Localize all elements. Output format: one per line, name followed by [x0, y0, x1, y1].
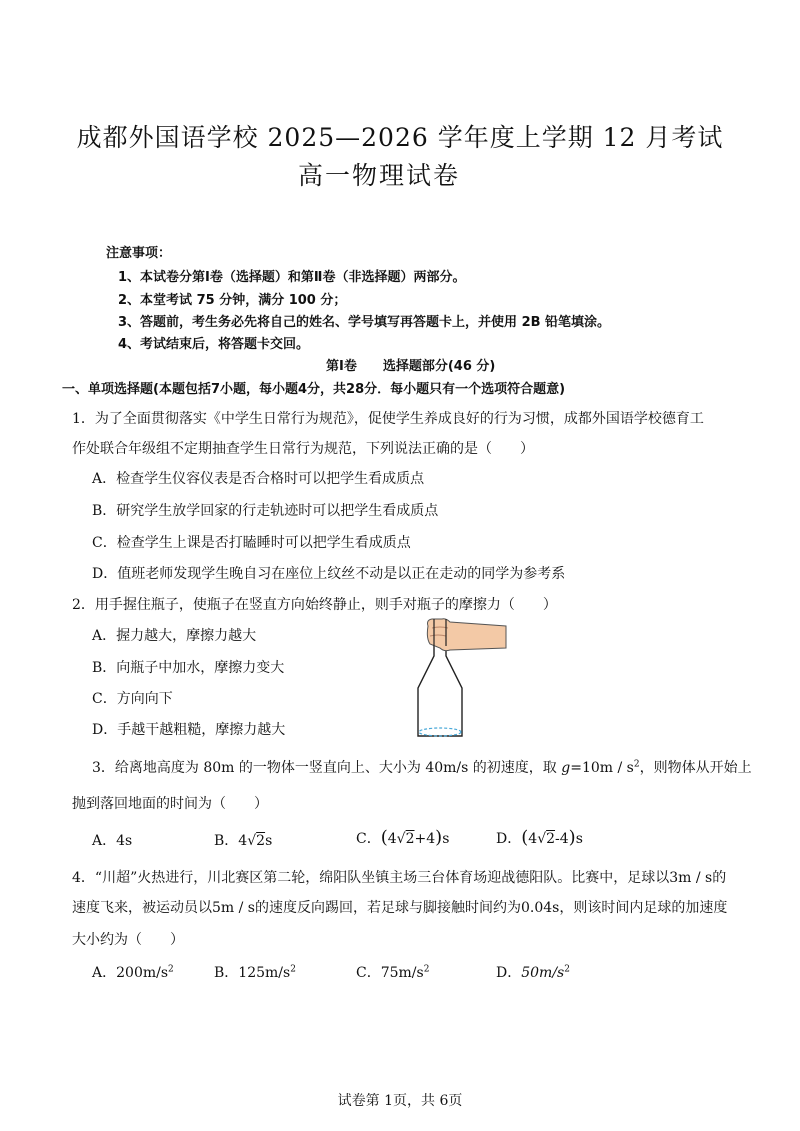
question-1-option-d: D．值班老师发现学生晚自习在座位上纹丝不动是以正在走动的同学为参考系 [92, 566, 566, 582]
question-4-option-b [214, 962, 296, 982]
q3-option-c-coef: 4 [387, 831, 397, 847]
q4-contact-time: 0.04s [520, 900, 560, 916]
notice-item: 3、答题前，考生务必先将自己的姓名、学号填写再答题卡上，并使用 2B 铅笔填涂。 [118, 315, 611, 330]
option-label: D． [496, 965, 522, 981]
q3-option-d-const: -4 [555, 831, 569, 847]
question-2-stem: 2．用手握住瓶子，使瓶子在竖直方向始终静止，则手对瓶子的摩擦力（ ） [72, 597, 557, 613]
exam-subtitle: 高一物理试卷 [298, 161, 461, 190]
question-2-option-d: D．手越干越粗糙，摩擦力越大 [92, 722, 286, 738]
question-3-line1 [92, 757, 752, 777]
q3-option-b-label: B． [214, 833, 239, 849]
question-3-line2: 抛到落回地面的时间为（ ） [72, 796, 268, 812]
question-3-option-a: A．4s [92, 833, 133, 849]
q4-text: ，则该时间内足球的加速度 [559, 900, 728, 916]
q3-option-b-coef: 4 [238, 833, 248, 849]
question-4-option-a [92, 962, 174, 982]
notice-item: 1、本试卷分第Ⅰ卷（选择题）和第Ⅱ卷（非选择题）两部分。 [118, 270, 466, 285]
option-value: 125m/s [238, 965, 291, 981]
water-surface [419, 728, 461, 736]
q3-option-b-radicand: 2 [256, 833, 266, 849]
question-4-option-d [496, 962, 570, 982]
section-title: 一、单项选择题(本题包括7小题，每小题4分，共28分．每小题只有一个选项符合题意) [62, 382, 566, 397]
q3-option-d-coef: 4 [528, 831, 538, 847]
q4-text: 的速度反向踢回，若足球与脚接触时间约为 [254, 900, 521, 916]
exam-title: 成都外国语学校 2025—2026 学年度上学期 12 月考试 [76, 123, 724, 152]
hand-holding-bottle-figure [410, 616, 520, 746]
q3-option-b-unit: s [265, 833, 273, 849]
option-exponent: 2 [290, 964, 296, 975]
option-value: 200m/s [116, 965, 169, 981]
question-2-option-b: B．向瓶子中加水，摩擦力变大 [92, 660, 285, 676]
q3-option-d-unit: s [575, 831, 583, 847]
option-label: B． [214, 965, 239, 981]
q3-stem-text-end: ，则物体从开始上 [639, 760, 752, 776]
part-title: 第Ⅰ卷 选择题部分(46 分) [326, 359, 496, 374]
option-value: 75m/s [380, 965, 424, 981]
option-exponent: 2 [168, 964, 174, 975]
notice-item: 4、考试结束后，将答题卡交回。 [118, 337, 310, 352]
q3-g-value: =10m / s [570, 760, 634, 776]
question-3-option-d: D．(4√2-4)s [496, 827, 583, 848]
q3-stem-text: 3．给离地高度为 80m 的一物体一竖直向上、大小为 40m/s 的初速度，取 [92, 760, 562, 776]
q3-g-exponent: 2 [633, 759, 640, 770]
q4-text: 的 [712, 870, 727, 886]
question-4-line1 [72, 867, 726, 887]
q3-option-c-radicand: 2 [405, 831, 415, 847]
question-1-option-b: B．研究学生放学回家的行走轨迹时可以把学生看成质点 [92, 503, 439, 519]
page-footer: 试卷第 1页，共 6页 [337, 1093, 463, 1109]
q4-text: 速度飞来，被运动员以 [72, 900, 212, 916]
q3-option-c-label: C． [356, 831, 381, 847]
notice-item: 2、本堂考试 75 分钟，满分 100 分； [118, 293, 347, 308]
hand [427, 619, 506, 651]
option-exponent: 2 [423, 964, 430, 975]
question-4-line3: 大小约为（ ） [72, 932, 184, 948]
q3-option-d-radicand: 2 [546, 831, 556, 847]
q4-initial-speed: 3m / s [669, 870, 713, 886]
q3-option-c-unit: s [442, 831, 450, 847]
option-label: C． [356, 965, 381, 981]
q3-option-c-const: +4 [414, 831, 436, 847]
question-1-option-c: C．检查学生上课是否打瞌睡时可以把学生看成质点 [92, 535, 411, 551]
question-4-line2 [72, 897, 727, 917]
question-4-option-c [356, 962, 429, 982]
question-2-option-a: A．握力越大，摩擦力越大 [92, 628, 257, 644]
q4-return-speed: 5m / s [212, 900, 255, 916]
q3-g-symbol: g [561, 760, 571, 776]
question-1-line1: 1．为了全面贯彻落实《中学生日常行为规范》，促使学生养成良好的行为习惯，成都外国语学校德育工 [72, 411, 704, 427]
question-1-line2: 作处联合年级组不定期抽查学生日常行为规范，下列说法正确的是（ ） [72, 441, 534, 457]
option-label: A． [92, 965, 117, 981]
question-3-option-b: B．4√2s [214, 833, 273, 849]
q4-text: 4．“川超”火热进行，川北赛区第二轮，绵阳队坐镇主场三台体育场迎战德阳队。比赛中，足球以 [72, 870, 670, 886]
notice-heading: 注意事项： [106, 246, 172, 261]
option-value: 50m/s [521, 965, 565, 981]
q3-option-d-label: D． [496, 831, 522, 847]
option-exponent: 2 [564, 964, 570, 975]
question-1-option-a: A．检查学生仪容仪表是否合格时可以把学生看成质点 [92, 471, 425, 487]
question-2-option-c: C．方向向下 [92, 691, 173, 707]
question-3-option-c: C．(4√2+4)s [356, 827, 450, 848]
